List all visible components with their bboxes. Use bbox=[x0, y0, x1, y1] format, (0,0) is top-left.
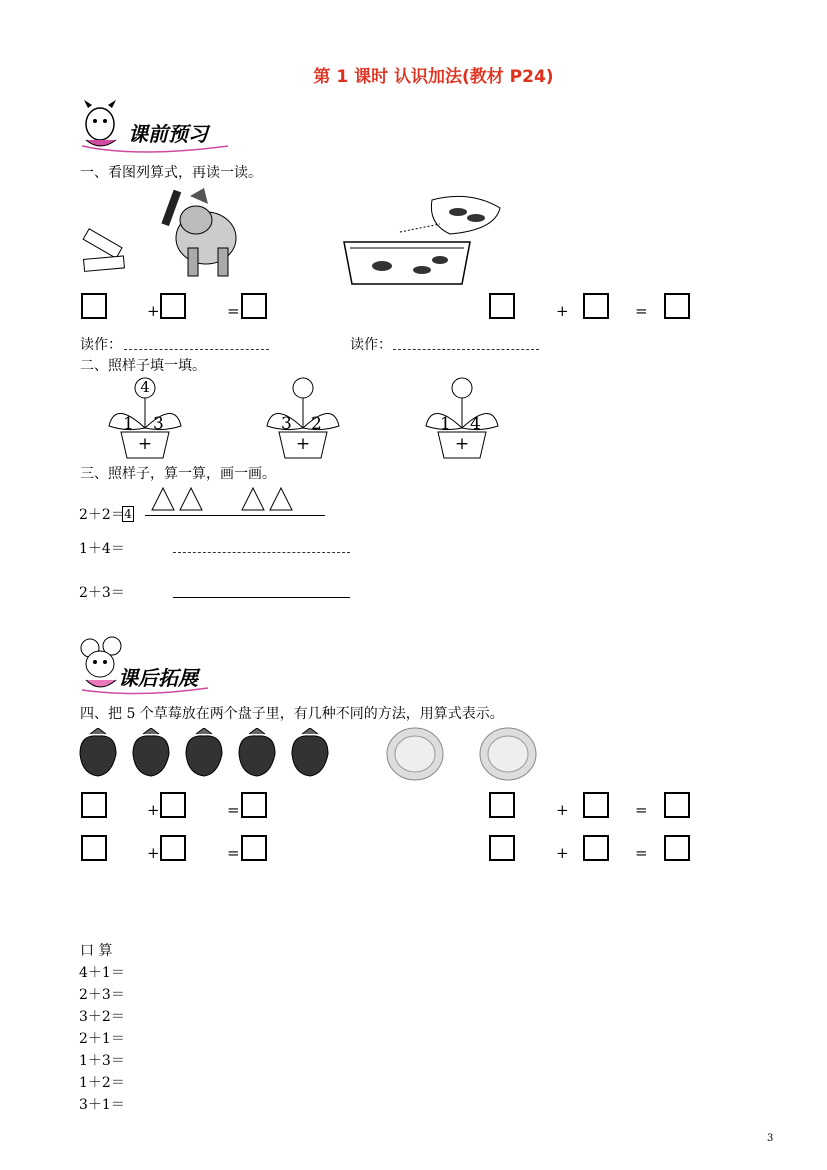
preview-banner bbox=[78, 96, 248, 158]
strawberries-row bbox=[78, 728, 340, 780]
question-3-prompt: 三、照样子，算一算，画一画。 bbox=[80, 466, 276, 482]
answer-box[interactable] bbox=[160, 293, 186, 319]
strawberry-icon bbox=[239, 728, 275, 776]
equals-sign: = bbox=[227, 844, 240, 862]
equals-sign: = bbox=[227, 302, 240, 320]
example-answer: 4 bbox=[122, 506, 134, 522]
question-2-prompt: 二、照样子填一填。 bbox=[80, 358, 206, 374]
flower-top-number: 4 bbox=[140, 378, 150, 396]
pot-plus-sign: + bbox=[454, 434, 470, 454]
chalk-sticks-icon bbox=[80, 228, 130, 288]
equals-sign: = bbox=[635, 302, 648, 320]
equals-sign: = bbox=[635, 801, 648, 819]
read-answer-line[interactable] bbox=[124, 349, 269, 350]
oral-item: 3＋1＝ bbox=[79, 1097, 125, 1113]
strawberry-icon bbox=[133, 728, 169, 776]
equation-expression: 2＋3＝ bbox=[79, 585, 125, 601]
leaf-left-number: 3 bbox=[281, 414, 292, 434]
leaf-left-number: 1 bbox=[440, 414, 451, 434]
equation-expression: 2＋2＝ bbox=[79, 507, 125, 523]
answer-box[interactable] bbox=[241, 792, 267, 818]
plate-icon bbox=[385, 726, 445, 782]
oral-item: 2＋1＝ bbox=[79, 1031, 125, 1047]
leaf-right-number: 2 bbox=[311, 414, 322, 434]
extension-banner bbox=[78, 636, 248, 698]
elephant-with-chalk-icon bbox=[160, 186, 242, 282]
flower-pot bbox=[105, 376, 185, 460]
oral-item: 4＋1＝ bbox=[79, 965, 125, 981]
plus-sign: + bbox=[556, 302, 569, 320]
question-4-prompt: 四、把 5 个草莓放在两个盘子里，有几种不同的方法，用算式表示。 bbox=[80, 706, 504, 722]
banner-title: 课前预习 bbox=[128, 122, 208, 146]
answer-box[interactable] bbox=[81, 293, 107, 319]
leaf-right-number: 4 bbox=[470, 414, 481, 434]
leaf-left-number: 1 bbox=[123, 414, 134, 434]
answer-box[interactable] bbox=[664, 835, 690, 861]
answer-box[interactable] bbox=[160, 835, 186, 861]
question-1-prompt: 一、看图列算式，再读一读。 bbox=[80, 165, 262, 181]
answer-box[interactable] bbox=[489, 792, 515, 818]
oral-item: 1＋3＝ bbox=[79, 1053, 125, 1069]
equals-sign: = bbox=[227, 801, 240, 819]
strawberry-icon bbox=[80, 728, 116, 776]
answer-box[interactable] bbox=[583, 293, 609, 319]
read-label: 读作： bbox=[350, 337, 392, 353]
answer-box[interactable] bbox=[664, 792, 690, 818]
fish-tank-icon bbox=[340, 190, 510, 290]
pot-plus-sign: + bbox=[137, 434, 153, 454]
answer-box[interactable] bbox=[160, 792, 186, 818]
equals-sign: = bbox=[635, 844, 648, 862]
drawing-line[interactable] bbox=[173, 552, 350, 553]
flower-pot bbox=[422, 376, 502, 460]
oral-item: 3＋2＝ bbox=[79, 1009, 125, 1025]
read-answer-line[interactable] bbox=[393, 349, 539, 350]
leaf-right-number: 3 bbox=[153, 414, 164, 434]
equation-expression: 1＋4＝ bbox=[79, 541, 125, 557]
strawberry-icon bbox=[186, 728, 222, 776]
triangles-drawing bbox=[150, 486, 300, 514]
oral-item: 2＋3＝ bbox=[79, 987, 125, 1003]
plus-sign: + bbox=[147, 801, 160, 819]
flower-pot bbox=[263, 376, 343, 460]
banner-title: 课后拓展 bbox=[118, 666, 198, 690]
answer-box[interactable] bbox=[583, 792, 609, 818]
drawing-line bbox=[145, 515, 325, 516]
answer-box[interactable] bbox=[489, 835, 515, 861]
plus-sign: + bbox=[147, 302, 160, 320]
answer-box[interactable] bbox=[241, 835, 267, 861]
oral-heading: 口 算 bbox=[80, 943, 113, 959]
read-label: 读作： bbox=[80, 337, 122, 353]
oral-item: 1＋2＝ bbox=[79, 1075, 125, 1091]
pot-plus-sign: + bbox=[295, 434, 311, 454]
drawing-line[interactable] bbox=[173, 597, 350, 598]
plus-sign: + bbox=[147, 844, 160, 862]
answer-box[interactable] bbox=[81, 792, 107, 818]
plus-sign: + bbox=[556, 844, 569, 862]
answer-box[interactable] bbox=[81, 835, 107, 861]
answer-box[interactable] bbox=[664, 293, 690, 319]
page-title: 第 1 课时 认识加法(教材 P24) bbox=[313, 67, 554, 87]
answer-box[interactable] bbox=[583, 835, 609, 861]
plus-sign: + bbox=[556, 801, 569, 819]
answer-box[interactable] bbox=[241, 293, 267, 319]
strawberry-icon bbox=[292, 728, 328, 776]
page-number: 3 bbox=[767, 1133, 774, 1144]
answer-box[interactable] bbox=[489, 293, 515, 319]
plate-icon bbox=[478, 726, 538, 782]
